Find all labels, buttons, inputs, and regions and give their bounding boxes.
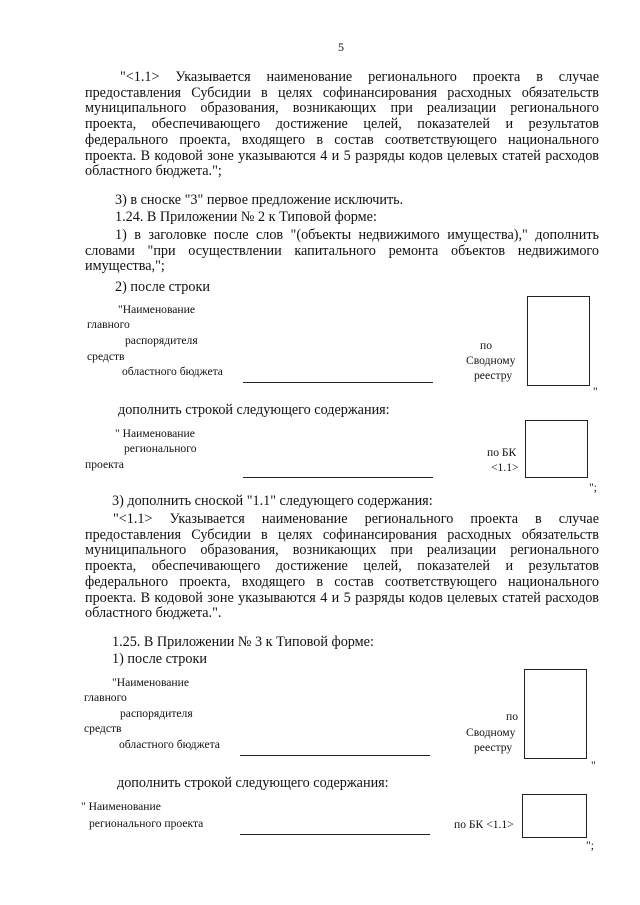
form2-code-box [525, 420, 588, 478]
form1-code-label-3: реестру [474, 369, 513, 382]
form2-underline [243, 477, 433, 478]
form4-closing-quote: "; [586, 839, 594, 852]
form1-code-label-1: по [480, 339, 493, 352]
form4-label-line2: регионального проекта [89, 817, 204, 830]
form1-underline [243, 382, 433, 383]
form1-label-line4: средств [87, 350, 125, 363]
item-1-25-1: 1) после строки [112, 651, 207, 667]
item-3: 3) в сноске "3" первое предложение исключить. [115, 192, 404, 208]
form1-code-label-2: Сводному [466, 354, 516, 367]
item-1-25: 1.25. В Приложении № 3 к Типовой форме: [112, 634, 374, 650]
form2-closing-quote: "; [589, 481, 597, 494]
form4-code-box [522, 794, 587, 838]
form3-code-label-2: Сводному [466, 726, 516, 739]
form3-underline [240, 755, 430, 756]
form2-label-line1: " Наименование [115, 427, 195, 440]
page-number: 5 [338, 40, 344, 54]
item-1-24: 1.24. В Приложении № 2 к Типовой форме: [115, 209, 377, 225]
form3-code-box [524, 669, 587, 759]
form3-closing-quote: " [591, 759, 596, 772]
form3-label-line3: распорядителя [120, 707, 193, 720]
form2-label-line3: проекта [85, 458, 124, 471]
form1-label-line3: распорядителя [125, 334, 198, 347]
item-1-24-2: 2) после строки [115, 279, 210, 295]
form4-label-line1: " Наименование [81, 800, 161, 813]
form3-label-line4: средств [84, 722, 122, 735]
form4-code-label: по БК <1.1> [454, 818, 514, 831]
form1-label-line2: главного [87, 318, 130, 331]
add-line-1: дополнить строкой следующего содержания: [118, 402, 390, 418]
form3-code-label-1: по [506, 710, 519, 723]
form1-code-box [527, 296, 590, 386]
footnote-text-2: "<1.1> Указывается наименование регионального проекта в случае предоставления Субсидии в целях софинансирования расходных обязательств муниципального образования, возникающих при реализации регионального проекта, обеспечивающего достижение целей, показателей и результатов федерального проекта, входящего в состав соответствующего национального проекта. В кодовой зоне указываются 4 и 5 разряды кодов целевых статей расходов областного бюджета.". [85, 511, 599, 622]
add-line-2: дополнить строкой следующего содержания: [117, 775, 389, 791]
form2-label-line2: регионального [124, 442, 197, 455]
form1-closing-quote: " [593, 385, 598, 398]
form3-label-line2: главного [84, 691, 127, 704]
form3-label-line5: областного бюджета [119, 738, 220, 751]
form3-label-line1: "Наименование [112, 676, 189, 689]
footnote-text-1: "<1.1> Указывается наименование регионального проекта в случае предоставления Субсидии в целях софинансирования расходных обязательств муниципального образования, возникающих при реализации регионального проекта, обеспечивающего достижение целей, показателей и результатов федерального проекта, входящего в состав соответствующего национального проекта. В кодовой зоне указываются 4 и 5 разряды кодов целевых статей расходов областного бюджета."; [85, 69, 599, 180]
form2-code-label-1: по БК [487, 446, 517, 459]
item-3-footnote: 3) дополнить сноской "1.1" следующего содержания: [112, 493, 433, 509]
item-1-24-1: 1) в заголовке после слов "(объекты недвижимого имущества)," дополнить словами "при осуществлении капитального ремонта объектов недвижимого имущества,"; [85, 227, 599, 275]
form1-label-line1: "Наименование [118, 303, 195, 316]
form4-underline [240, 834, 430, 835]
form3-code-label-3: реестру [474, 741, 513, 754]
form1-label-line5: областного бюджета [122, 365, 223, 378]
form2-code-label-2: <1.1> [491, 461, 519, 474]
